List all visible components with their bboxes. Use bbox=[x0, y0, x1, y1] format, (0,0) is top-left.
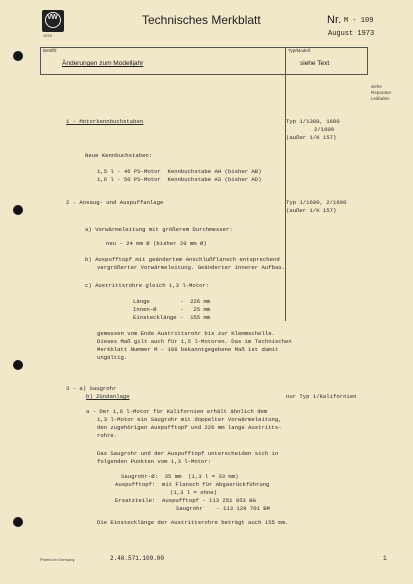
type-value: siehe Text bbox=[300, 60, 330, 67]
document-date: August 1973 bbox=[328, 30, 375, 38]
body-line: Auspufftopf: mit Flansch für Abgasrückführung bbox=[115, 481, 270, 488]
body-line: Die Einstecklänge der Austrittsrohre beträgt auch 155 mm. bbox=[97, 519, 289, 526]
body-line: neu - 24 mm Ø (bisher 20 mm Ø) bbox=[106, 240, 207, 247]
body-line: a) Vorwärmeleitung mit größerem Durchmesser: bbox=[85, 226, 233, 233]
side-note-line: Reparatur- bbox=[371, 90, 393, 95]
body-line: Saugrohr-Ø: 35 mm (1,3 l = 33 mm) bbox=[121, 473, 239, 480]
body-line: Saugrohr - 113 129 701 BM bbox=[176, 505, 270, 512]
body-line: Innen-Ø - 25 mm bbox=[133, 306, 211, 313]
binder-hole-4 bbox=[13, 517, 23, 527]
body-line: Länge - 226 mm bbox=[133, 298, 211, 305]
subject-text: Änderungen zum Modelljahr bbox=[62, 60, 144, 67]
binder-hole-3 bbox=[13, 360, 23, 370]
body-line: gemessen vom Ende Austrittsrohr bis zur Klemmschelle. bbox=[97, 330, 275, 337]
body-line: b) Auspufftopf mit geändertem Anschlußflansch entsprechend bbox=[85, 256, 280, 263]
document-title: Technisches Merkblatt bbox=[142, 13, 261, 27]
body-line: Dieses Maß gilt auch für 1,5 l-Motoren. Das im Technischen bbox=[97, 338, 292, 345]
type-line: nur Typ 1/Kalifornien bbox=[286, 393, 357, 400]
binder-hole-2 bbox=[13, 205, 23, 215]
number-value: M - 109 bbox=[344, 17, 374, 25]
body-line: vergrößerter Vorwärmeleitung. Geänderter innerer Aufbau. bbox=[97, 264, 285, 271]
body-line: Einstecklänge - 155 mm bbox=[133, 314, 211, 321]
column-divider bbox=[285, 47, 286, 321]
body-line: rohre. bbox=[97, 432, 118, 439]
type-line: (außer 1/K 157) bbox=[286, 134, 337, 141]
body-line: 1,3 l-Motor ein Saugrohr mit doppelter Vorwärmeleitung, bbox=[97, 416, 282, 423]
body-line: Ersatzteile: Auspufftopf - 113 251 053 BG bbox=[115, 497, 256, 504]
section-3-subheading: b) Zündanlage bbox=[86, 393, 130, 400]
body-line: Merkblatt Nummer M - 106 bekanntgegebene Maß ist damit bbox=[97, 346, 279, 353]
section-1-heading: 1 - Motorkennbuchstaben bbox=[66, 118, 144, 125]
body-line: Das Saugrohr und der Auspufftopf unterscheiden sich in bbox=[97, 450, 279, 457]
type-line: Typ 1/1300, 1600 bbox=[286, 118, 340, 125]
section-3-heading: 3 - a) Saugrohr bbox=[66, 385, 117, 392]
type-line: Typ 1/1600, 2/1600 bbox=[286, 199, 347, 206]
type-line: (außer 1/K 157) bbox=[286, 207, 337, 214]
side-note-line: siehe bbox=[371, 84, 382, 89]
typ-label: Typ/Modell: bbox=[288, 48, 312, 53]
body-line: den zugehörigen Auspufftopf und 226 mm lange Austritts- bbox=[97, 424, 282, 431]
body-line: ungültig. bbox=[97, 354, 128, 361]
body-line: (1,3 l = ohne) bbox=[170, 489, 217, 496]
side-note-line: Leitfaden bbox=[371, 96, 390, 101]
logo-caption: 1970 bbox=[43, 33, 52, 38]
body-line: c) Austrittsrohre gleich 1,3 l-Motor: bbox=[85, 282, 210, 289]
binder-hole-1 bbox=[13, 51, 23, 61]
number-label: Nr. bbox=[327, 14, 342, 26]
body-line: 1,5 l - 46 PS-Motor Kennbuchstabe AH (bisher AB) bbox=[97, 168, 262, 175]
section-2-heading: 2 - Ansaug- und Auspuffanlage bbox=[66, 199, 164, 206]
body-line: a - Der 1,6 l-Motor für Kalifornien erhält ähnlich dem bbox=[86, 408, 268, 415]
betrifft-label: Betrifft: bbox=[43, 48, 58, 53]
side-note bbox=[371, 84, 393, 102]
body-line: folgenden Punkten vom 1,3 l-Motor: bbox=[97, 458, 212, 465]
body-line: Neue Kennbuchstaben: bbox=[85, 152, 153, 159]
body-line: 1,6 l - 50 PS-Motor Kennbuchstabe AS (bisher AD) bbox=[97, 176, 262, 183]
footer-code: 2.48.571.109.00 bbox=[110, 555, 165, 562]
vw-logo: VW bbox=[42, 10, 64, 32]
page-number: 1 bbox=[383, 555, 387, 562]
printed-note: Printed in Germany bbox=[40, 557, 75, 562]
type-line: 2/1600 bbox=[314, 126, 335, 133]
